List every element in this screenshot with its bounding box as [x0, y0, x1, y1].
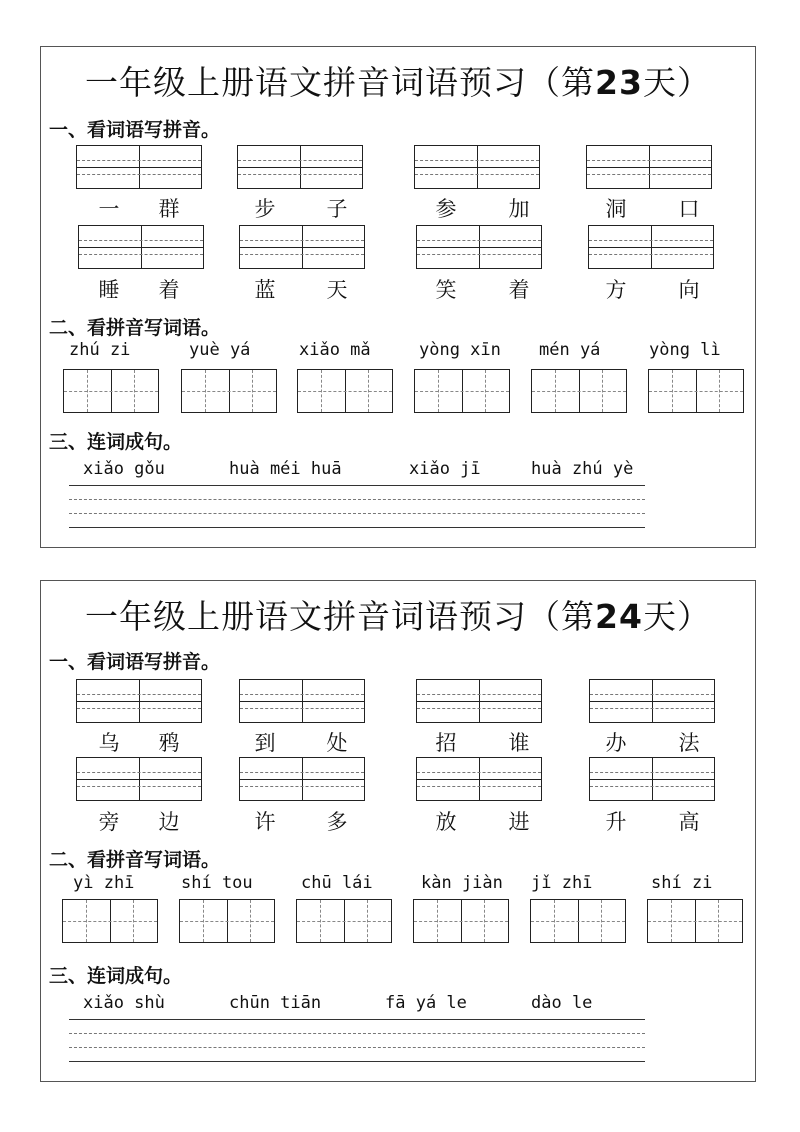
word-char: 旁 — [98, 810, 120, 834]
pinyin-word: kàn jiàn — [421, 873, 503, 893]
word-char: 边 — [158, 810, 180, 834]
word-char: 群 — [158, 197, 180, 221]
sentence-word: xiǎo gǒu — [83, 459, 165, 479]
word-char: 子 — [326, 197, 348, 221]
writing-guide-line — [69, 499, 645, 500]
pinyin-box[interactable] — [76, 757, 202, 801]
pinyin-word: yòng lì — [649, 340, 721, 360]
pinyin-box[interactable] — [237, 145, 363, 189]
pinyin-box[interactable] — [414, 145, 540, 189]
word-char: 高 — [678, 810, 700, 834]
pinyin-word: yòng xīn — [419, 340, 501, 360]
word-char: 笑 — [435, 278, 457, 302]
section-3-heading: 三、连词成句。 — [49, 431, 183, 453]
pinyin-word: shí zi — [651, 873, 713, 893]
pinyin-box[interactable] — [239, 679, 365, 723]
word-char: 谁 — [508, 731, 530, 755]
pinyin-box[interactable] — [416, 757, 542, 801]
writing-guide-line — [69, 1047, 645, 1048]
char-grid[interactable] — [414, 369, 510, 413]
char-grid[interactable] — [62, 899, 158, 943]
pinyin-box[interactable] — [239, 757, 365, 801]
writing-line[interactable] — [69, 527, 645, 528]
writing-guide-line — [69, 1033, 645, 1034]
sentence-word: huà zhú yè — [531, 459, 634, 479]
sentence-word: xiǎo shù — [83, 993, 165, 1013]
word-char: 鸦 — [158, 731, 180, 755]
char-grid[interactable] — [530, 899, 626, 943]
page-title: 一年级上册语文拼音词语预习（第24天） — [85, 597, 711, 636]
section-3-heading: 三、连词成句。 — [49, 965, 183, 987]
sentence-word: xiǎo jī — [409, 459, 481, 479]
sentence-word: chūn tiān — [229, 993, 322, 1013]
word-char: 参 — [435, 197, 457, 221]
writing-line[interactable] — [69, 1019, 645, 1020]
worksheet-day-24 — [40, 580, 756, 1082]
writing-line[interactable] — [69, 485, 645, 486]
word-char: 蓝 — [254, 278, 276, 302]
char-grid[interactable] — [531, 369, 627, 413]
char-grid[interactable] — [181, 369, 277, 413]
writing-guide-line — [69, 513, 645, 514]
writing-line[interactable] — [69, 1061, 645, 1062]
section-1-heading: 一、看词语写拼音。 — [49, 651, 221, 673]
word-char: 加 — [508, 197, 530, 221]
pinyin-box[interactable] — [76, 145, 202, 189]
word-char: 一 — [98, 197, 120, 221]
char-grid[interactable] — [179, 899, 275, 943]
pinyin-word: xiǎo mǎ — [299, 340, 371, 360]
section-1-heading: 一、看词语写拼音。 — [49, 119, 221, 141]
pinyin-box[interactable] — [76, 679, 202, 723]
char-grid[interactable] — [648, 369, 744, 413]
section-2-heading: 二、看拼音写词语。 — [49, 317, 221, 339]
word-char: 法 — [678, 731, 700, 755]
word-char: 处 — [326, 731, 348, 755]
pinyin-word: chū lái — [301, 873, 373, 893]
word-char: 放 — [435, 810, 457, 834]
pinyin-word: mén yá — [539, 340, 601, 360]
word-char: 方 — [605, 278, 627, 302]
worksheet-day-23 — [40, 46, 756, 548]
word-char: 招 — [435, 731, 457, 755]
word-char: 睡 — [98, 278, 120, 302]
word-char: 着 — [508, 278, 530, 302]
word-char: 着 — [158, 278, 180, 302]
word-char: 口 — [678, 197, 700, 221]
pinyin-box[interactable] — [416, 679, 542, 723]
char-grid[interactable] — [63, 369, 159, 413]
word-char: 多 — [326, 810, 348, 834]
word-char: 到 — [254, 731, 276, 755]
sentence-word: fā yá le — [385, 993, 467, 1013]
pinyin-box[interactable] — [239, 225, 365, 269]
pinyin-box[interactable] — [416, 225, 542, 269]
pinyin-word: shí tou — [181, 873, 253, 893]
pinyin-word: zhú zi — [69, 340, 131, 360]
char-grid[interactable] — [413, 899, 509, 943]
section-2-heading: 二、看拼音写词语。 — [49, 849, 221, 871]
word-char: 进 — [508, 810, 530, 834]
word-char: 天 — [326, 278, 348, 302]
word-char: 向 — [678, 278, 700, 302]
word-char: 洞 — [605, 197, 627, 221]
sentence-word: huà méi huā — [229, 459, 342, 479]
word-char: 乌 — [98, 731, 120, 755]
pinyin-word: yuè yá — [189, 340, 251, 360]
word-char: 许 — [254, 810, 276, 834]
pinyin-box[interactable] — [78, 225, 204, 269]
pinyin-box[interactable] — [589, 757, 715, 801]
pinyin-word: yì zhī — [73, 873, 135, 893]
char-grid[interactable] — [296, 899, 392, 943]
page-title: 一年级上册语文拼音词语预习（第23天） — [85, 63, 711, 102]
sentence-word: dào le — [531, 993, 593, 1013]
pinyin-box[interactable] — [589, 679, 715, 723]
pinyin-box[interactable] — [588, 225, 714, 269]
pinyin-box[interactable] — [586, 145, 712, 189]
word-char: 升 — [605, 810, 627, 834]
word-char: 步 — [254, 197, 276, 221]
word-char: 办 — [605, 731, 627, 755]
pinyin-word: jǐ zhī — [531, 873, 593, 893]
char-grid[interactable] — [297, 369, 393, 413]
char-grid[interactable] — [647, 899, 743, 943]
